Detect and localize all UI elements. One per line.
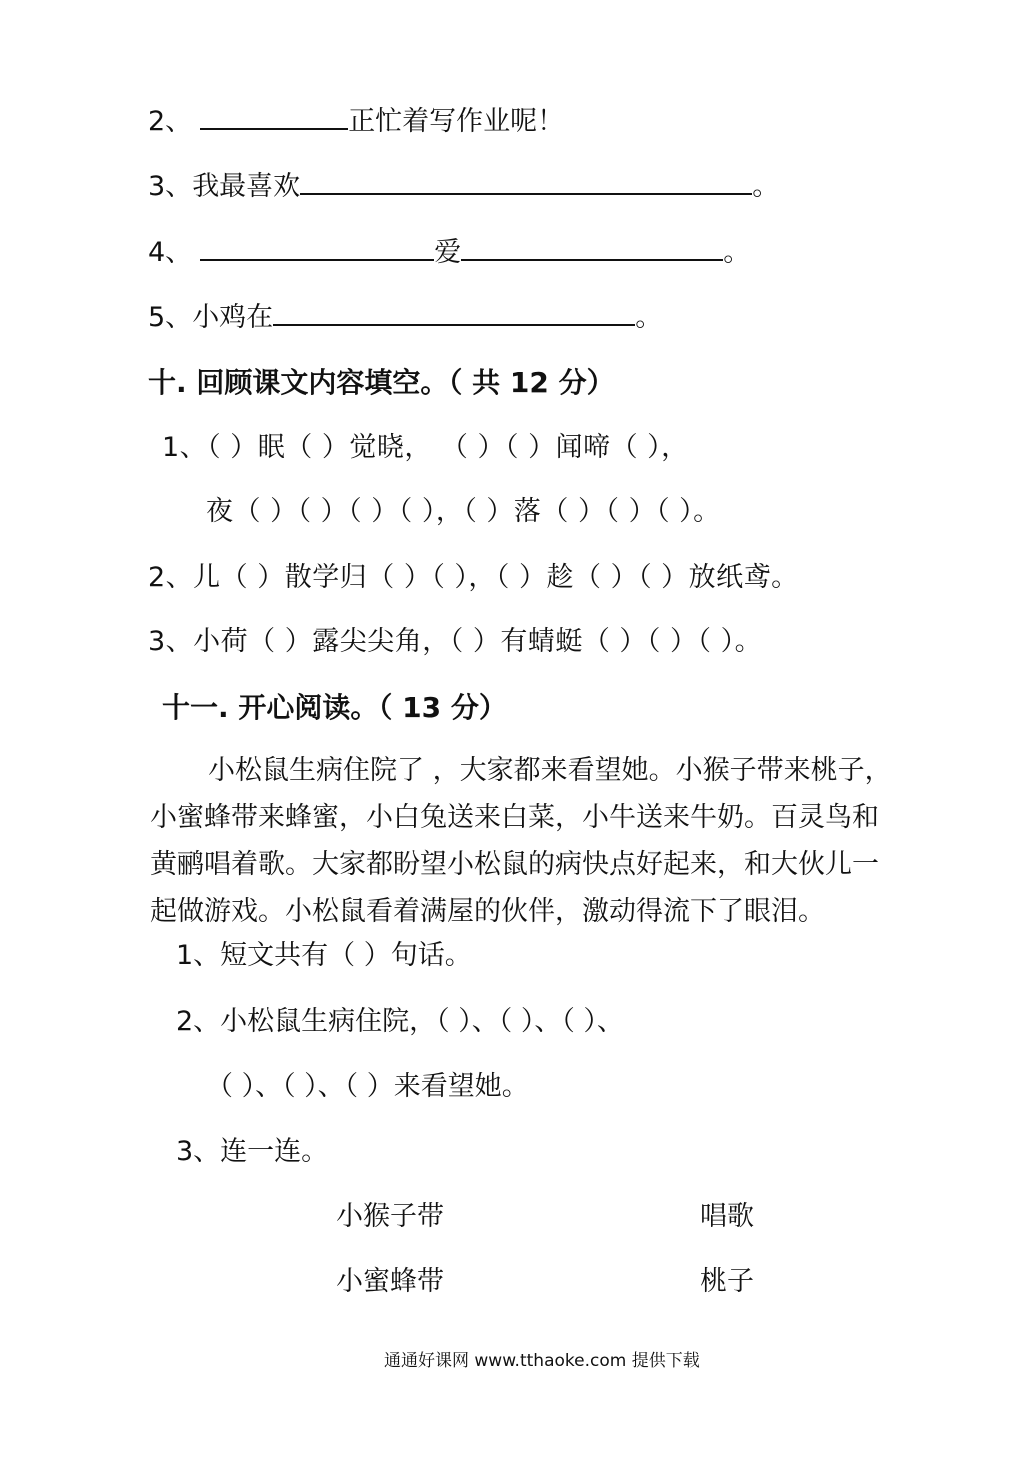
blank-q5: 5、小鸡在 。 (148, 302, 663, 333)
answer-blank[interactable] (200, 235, 434, 261)
blank-q4: 4、 爱 。 (148, 237, 751, 268)
poem1-line2: 夜（ ）（ ）（ ）（ ），（ ）落（ ）（ ）（ ）。 (206, 496, 721, 527)
answer-blank[interactable] (200, 104, 348, 130)
poem3-line: 3、小荷（ ）露尖尖角，（ ）有蜻蜓（ ）（ ）（ ）。 (148, 626, 763, 657)
passage-line: 黄鹂唱着歌。大家都盼望小松鼠的病快点好起来，和大伙儿一 (150, 849, 879, 880)
answer-blank[interactable] (461, 235, 723, 261)
match-right-item[interactable]: 桃子 (700, 1266, 754, 1297)
passage-line: 起做游戏。小松鼠看着满屋的伙伴，激动得流下了眼泪。 (150, 896, 825, 927)
section11-title: 十一. 开心阅读。（ 13 分） (162, 691, 507, 724)
match-left-item[interactable]: 小蜜蜂带 (336, 1266, 444, 1297)
blank-q3: 3、我最喜欢 。 (148, 171, 780, 202)
blank-q2: 2、 正忙着写作业呢！ (148, 106, 565, 137)
reading-q3: 3、连一连。 (176, 1136, 329, 1167)
answer-blank[interactable] (273, 300, 635, 326)
poem2-line: 2、儿（ ）散学归（ ）（ ），（ ）趁（ ）（ ）放纸鸢。 (148, 562, 799, 593)
reading-q2-line2: （ ）、（ ）、（ ）来看望她。 (206, 1071, 529, 1102)
passage-line: 小蜜蜂带来蜂蜜，小白兔送来白菜，小牛送来牛奶。百灵鸟和 (150, 802, 879, 833)
page-footer: 通通好课网 www.tthaoke.com 提供下载 (384, 1351, 700, 1371)
reading-q1: 1、短文共有（ ）句话。 (176, 940, 472, 971)
reading-q2-line1: 2、小松鼠生病住院，（ ）、（ ）、（ ）、 (176, 1006, 624, 1037)
match-right-item[interactable]: 唱歌 (700, 1201, 754, 1232)
section10-title: 十. 回顾课文内容填空。（ 共 12 分） (148, 366, 615, 399)
poem1-line1: 1、（ ）眠（ ）觉晓， （ ）（ ）闻啼（ ）， (162, 432, 689, 463)
passage-line: 小松鼠生病住院了 ，大家都来看望她。小猴子带来桃子， (208, 755, 892, 786)
answer-blank[interactable] (300, 169, 752, 195)
match-left-item[interactable]: 小猴子带 (336, 1201, 444, 1232)
